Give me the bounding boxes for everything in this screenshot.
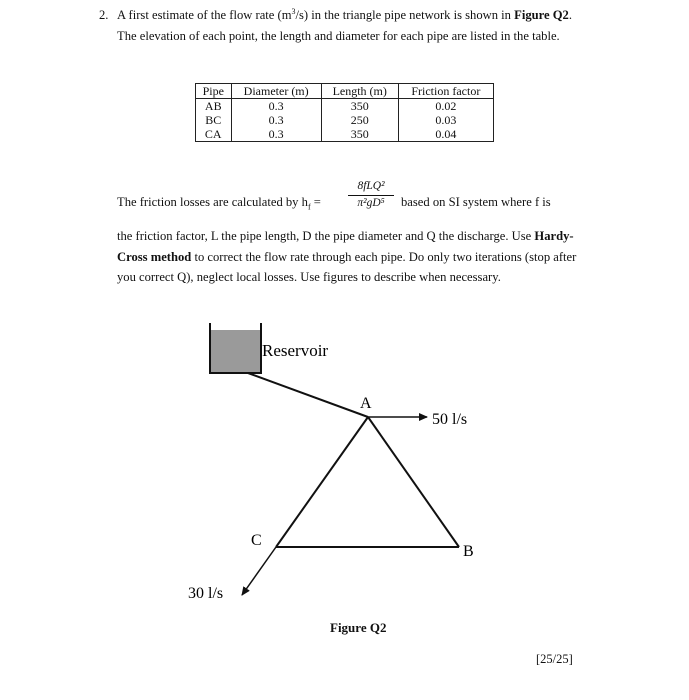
outflow-a-label: 50 l/s [432,411,468,428]
supply-pipe [248,373,368,417]
header-diameter: Diameter (m) [231,84,321,99]
table-cell: 350 [321,99,398,114]
table-cell: AB [196,99,232,114]
table-cell: CA [196,127,232,142]
table-cell: 0.03 [398,113,493,127]
formula-numerator: 8fLQ² [357,180,385,192]
table-row [196,99,494,114]
table-cell: 0.3 [231,99,321,114]
reservoir-water [211,330,260,373]
reservoir-label: Reservoir [262,341,329,360]
question-marks: [25/25] [536,652,573,666]
outflow-arrow-c [242,547,276,595]
table-cell: 0.3 [231,113,321,127]
node-a-label: A [360,395,372,412]
table-row [196,113,494,127]
formula-tail: based on SI system where f is [401,195,551,209]
formula-denominator: π²gD⁵ [357,197,385,209]
table-cell: 0.02 [398,99,493,114]
node-b-label: B [463,543,474,560]
pipe-properties-table [195,83,494,142]
pipe-ca [276,417,368,547]
figure-caption: Figure Q2 [330,620,387,635]
header-pipe: Pipe [196,84,232,99]
header-length: Length (m) [321,84,398,99]
node-c-label: C [251,532,262,549]
table-header-row [196,84,494,99]
figure-reference: Figure Q2 [514,8,569,22]
table-cell: BC [196,113,232,127]
outflow-c-label: 30 l/s [188,585,224,602]
question-intro: A first estimate of the flow rate $(m^3/s)$ in the triangle pipe network is shown in Figure Q2. The elevation of each point, the length and diameter for each pipe are listed in the table. [117,6,572,43]
question-number: 2. [99,8,109,22]
table-cell: 0.3 [231,127,321,142]
pipe-network-diagram [180,320,520,620]
formula-lead: The friction losses are calculated by $h_f$ = [117,195,321,212]
question-body: the friction factor, L the pipe length, D the pipe diameter and Q the discharge. Use Hardy-Cross method to correct the flow rate through each pipe. Do only two iterations (stop after you correct Q), neglect local losses. Use figures to describe when necessary. [117,229,577,284]
friction-loss-formula [346,180,396,211]
table-cell: 0.04 [398,127,493,142]
method-name: Hardy-Cross method [117,229,574,264]
header-friction: Friction factor [398,84,493,99]
pipe-ab [368,417,459,547]
table-row [196,127,494,142]
fraction-bar [348,195,394,196]
table-cell: 250 [321,113,398,127]
table-cell: 350 [321,127,398,142]
